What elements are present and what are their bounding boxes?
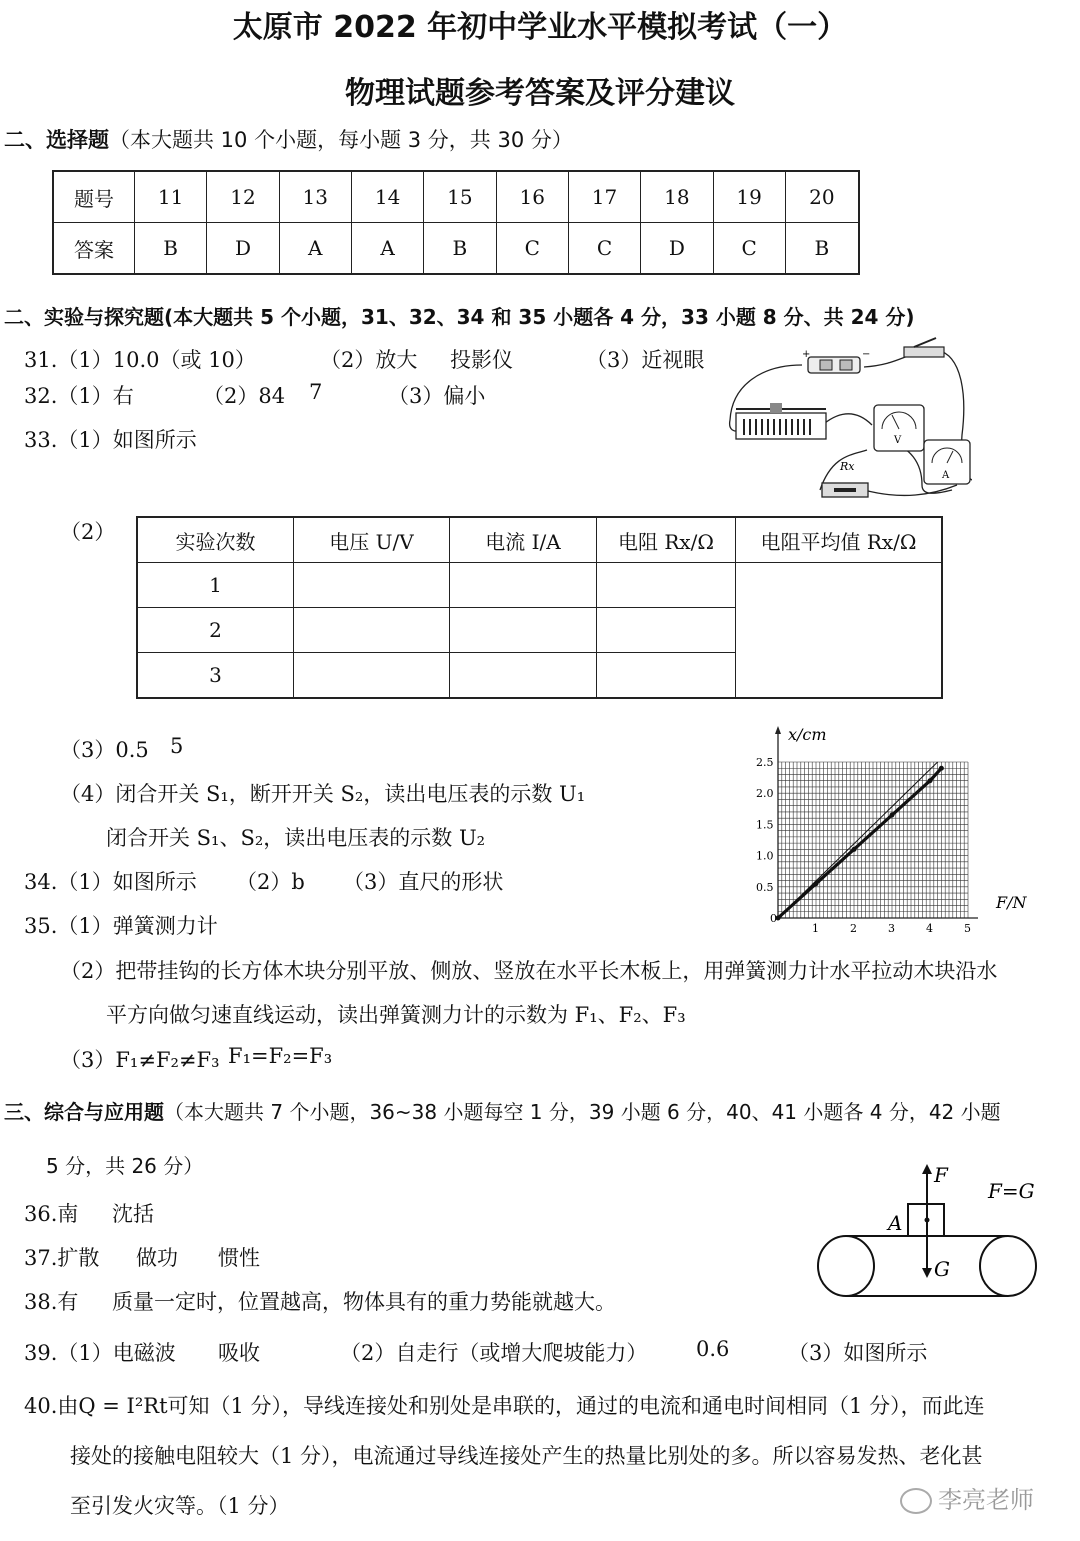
answer-cell: B: [135, 223, 207, 275]
svg-text:+: +: [802, 349, 811, 360]
spring-graph: [748, 722, 1048, 932]
x-tick-label: 5: [964, 922, 971, 932]
answer-table-answer-row: [53, 223, 859, 275]
q33-part2-label: （2）: [60, 520, 116, 544]
table-header: 电流 I/A: [450, 517, 597, 563]
graph-grid: [778, 762, 968, 918]
q35-part3: （3）F₁≠F₂≠F₃: [60, 1048, 220, 1072]
table-header: 实验次数: [137, 517, 294, 563]
ammeter-label: A: [942, 470, 950, 481]
force-equation: F=G: [988, 1179, 1035, 1203]
answer-table: [52, 170, 860, 275]
answer-table-number-row: [53, 171, 859, 223]
q36-part2: 沈括: [112, 1202, 154, 1226]
answer-cell: C: [496, 223, 568, 275]
ammeter-icon: [924, 440, 970, 484]
question-number: 17: [568, 171, 640, 223]
belt-roller-left: [818, 1236, 874, 1296]
table-row: [137, 563, 942, 608]
arrow-up-icon: [922, 1164, 932, 1174]
answer-cell: A: [351, 223, 423, 275]
table-cell: [450, 653, 597, 699]
resistor-rx-icon: [822, 460, 868, 497]
voltmeter-label: V: [894, 435, 902, 446]
q33-part3-b: 5: [170, 734, 184, 758]
voltmeter-icon: [874, 405, 924, 451]
q31-part2: （2）放大: [320, 348, 418, 372]
circuit-diagram: [722, 335, 972, 515]
experiment-data-table: [136, 516, 943, 699]
arrow-down-icon: [922, 1268, 932, 1278]
x-tick-label: 4: [926, 922, 933, 932]
section-applied-note: （本大题共 7 个小题，36~38 小题每空 1 分，39 小题 6 分，40、41 小题各 4 分，42 小题: [164, 1100, 1001, 1124]
q32-part3: （3）偏小: [388, 384, 486, 408]
table-header: 电阻平均值 Rx/Ω: [736, 517, 943, 563]
q33-part3: （3）0.5: [60, 738, 149, 762]
section-choice-note: （本大题共 10 个小题，每小题 3 分，共 30 分）: [109, 128, 573, 152]
data-point: [890, 813, 895, 818]
y-tick-label: 2.0: [756, 787, 774, 801]
q35-part3-b: F₁=F₂=F₃: [228, 1044, 333, 1068]
force-f-label: F: [934, 1163, 948, 1187]
q40-line2: 接处的接触电阻较大（1 分），电流通过导线连接处产生的热量比别处的多。所以容易发热、老化甚: [70, 1444, 983, 1468]
belt-roller-right: [980, 1236, 1036, 1296]
section-applied-heading-cont: 5 分，共 26 分）: [46, 1154, 204, 1178]
x-tick-label: 1: [812, 922, 819, 932]
table-cell-merged: [736, 563, 943, 699]
y-axis-arrow-icon: [775, 726, 781, 734]
q33-part4-line2: 闭合开关 S₁、S₂，读出电压表的示数 U₂: [106, 826, 486, 850]
force-diagram: [810, 1158, 1050, 1308]
section-applied-heading: [4, 1096, 1001, 1125]
data-point: [939, 766, 944, 771]
question-number: 18: [641, 171, 713, 223]
answer-cell: D: [641, 223, 713, 275]
section-choice-title: 二、选择题: [4, 128, 109, 152]
svg-text:−: −: [862, 349, 871, 360]
y-tick-label: 1.0: [756, 849, 774, 863]
question-number: 15: [424, 171, 496, 223]
rx-label: Rx: [840, 460, 855, 473]
q33-part1: 33.（1）如图所示: [24, 428, 197, 452]
watermark: [900, 1480, 1034, 1515]
table-cell: [294, 608, 450, 653]
trial-number: 1: [137, 563, 294, 608]
question-number: 19: [713, 171, 785, 223]
question-number: 13: [279, 171, 351, 223]
x-tick-label: 3: [888, 922, 895, 932]
answer-cell: C: [713, 223, 785, 275]
graph-x-label: F/N: [996, 893, 1027, 912]
q32-part1: 32.（1）右: [24, 384, 134, 408]
q38-part2: 质量一定时，位置越高，物体具有的重力势能就越大。: [112, 1290, 616, 1314]
q37-part1: 37.扩散: [24, 1246, 100, 1270]
answer-cell: D: [207, 223, 279, 275]
q33-part4-line1: （4）闭合开关 S₁，断开开关 S₂，读出电压表的示数 U₁: [60, 782, 586, 806]
graph-y-label: x/cm: [788, 725, 827, 744]
switch-icon: [904, 338, 944, 357]
y-tick-label: 2.5: [756, 756, 774, 769]
table-cell: [450, 563, 597, 608]
table-cell: [597, 653, 736, 699]
x-tick-label: 2: [850, 922, 857, 932]
trial-number: 3: [137, 653, 294, 699]
circuit-wire: [864, 485, 957, 495]
answer-cell: C: [568, 223, 640, 275]
page-title: 太原市 2022 年初中学业水平模拟考试（一）: [232, 10, 848, 45]
data-point: [928, 778, 933, 783]
rheostat-icon: [736, 403, 826, 439]
q38-part1: 38.有: [24, 1290, 79, 1314]
table-cell: [597, 608, 736, 653]
page-subtitle: 物理试题参考答案及评分建议: [345, 76, 735, 111]
y-tick-label: 0.5: [756, 880, 774, 894]
data-point: [852, 847, 857, 852]
q39-part2: （2）自走行（或增大爬坡能力）: [340, 1341, 648, 1365]
table-cell: [294, 563, 450, 608]
row-label: 题号: [53, 171, 135, 223]
battery-icon: [802, 349, 870, 373]
q31-part1: 31.（1）10.0（或 10）: [24, 348, 256, 372]
q35-part1: 35.（1）弹簧测力计: [24, 914, 218, 938]
row-label: 答案: [53, 223, 135, 275]
q40-line3: 至引发火灾等。（1 分）: [70, 1494, 290, 1518]
q35-part2-line2: 平方向做匀速直线运动，读出弹簧测力计的示数为 F₁、F₂、F₃: [106, 1003, 686, 1027]
q40-line1: 40.由Q = I²Rt可知（1 分），导线连接处和别处是串联的，通过的电流和通电时间相同（1 分），而此连: [24, 1394, 985, 1418]
watermark-text: 李亮老师: [938, 1486, 1034, 1514]
answer-cell: B: [424, 223, 496, 275]
q34-part2: （2）b: [236, 870, 305, 894]
trial-number: 2: [137, 608, 294, 653]
q35-part2-line1: （2）把带挂钩的长方体木块分别平放、侧放、竖放在水平长木板上，用弹簧测力计水平拉动木块沿水: [60, 959, 998, 983]
answer-cell: A: [279, 223, 351, 275]
table-header: 电阻 Rx/Ω: [597, 517, 736, 563]
q36-part1: 36.南: [24, 1202, 79, 1226]
q39-part1-b: 吸收: [218, 1341, 260, 1365]
q32-part2-b: 7: [309, 380, 323, 404]
q37-part2: 做功: [136, 1246, 178, 1270]
q31-part2-b: 投影仪: [450, 348, 513, 372]
q32-part2: （2）84: [203, 384, 286, 408]
table-cell: [450, 608, 597, 653]
wechat-icon: [900, 1488, 932, 1514]
question-number: 16: [496, 171, 568, 223]
section-experiment-heading: 二、实验与探究题(本大题共 5 个小题，31、32、34 和 35 小题各 4 分，33 小题 8 分、共 24 分): [4, 305, 915, 329]
table-cell: [294, 653, 450, 699]
q39-part1: 39.（1）电磁波: [24, 1341, 176, 1365]
table-header: 电压 U/V: [294, 517, 450, 563]
q34-part3: （3）直尺的形状: [343, 870, 504, 894]
q31-part3: （3）近视眼: [586, 348, 705, 372]
question-number: 14: [351, 171, 423, 223]
question-number: 20: [785, 171, 859, 223]
question-number: 11: [135, 171, 207, 223]
answer-cell: B: [785, 223, 859, 275]
q37-part3: 惯性: [218, 1246, 260, 1270]
block-a-label: A: [888, 1211, 903, 1235]
question-number: 12: [207, 171, 279, 223]
q39-part3: （3）如图所示: [788, 1341, 928, 1365]
table-cell: [597, 563, 736, 608]
q34-part1: 34.（1）如图所示: [24, 870, 197, 894]
force-g-label: G: [934, 1257, 950, 1281]
section-choice-heading: [4, 124, 573, 154]
q39-part2-b: 0.6: [696, 1337, 730, 1361]
y-tick-label: 1.5: [756, 818, 774, 832]
section-applied-title: 三、综合与应用题: [4, 1100, 164, 1124]
graph-origin: 0: [770, 912, 777, 925]
table-header-row: [137, 517, 942, 563]
